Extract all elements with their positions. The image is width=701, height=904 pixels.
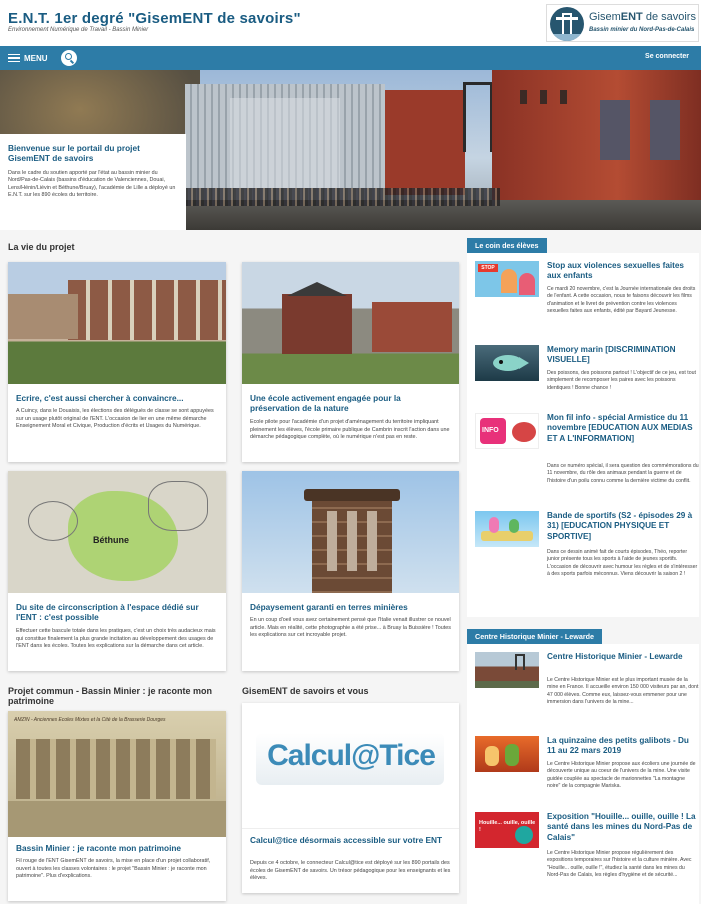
card-title: Bassin Minier : je raconte mon patrimoine bbox=[16, 843, 182, 853]
card-title: Une école activement engagée pour la préservation de la nature bbox=[250, 393, 401, 414]
hero-title: Bienvenue sur le portail du projet GisemENT de savoirs bbox=[8, 143, 140, 164]
sidebar-heading-chm: Centre Historique Minier - Lewarde bbox=[467, 629, 602, 644]
chm-building-thumbnail bbox=[475, 652, 539, 688]
hamburger-icon bbox=[8, 54, 20, 63]
card-text: Ecole pilote pour l'académie d'un projet d'aménagement du territoire impliquant pleinement les élèves, l'école primaire publique de Cambrin inscrit l'action dans une démarche pédagogique complète, où le numérique n'est pas en reste. bbox=[250, 419, 450, 441]
card-text: Fil rouge de l'ENT GisemENT de savoirs, la mise en place d'un projet collaboratif, ouvert à toutes les classes volontaires : le projet "Bassin Minier : je raconte mon patrimoine". Plus d'explications. bbox=[16, 858, 211, 880]
sidebar-item[interactable] bbox=[475, 652, 697, 732]
hero-banner bbox=[0, 70, 701, 230]
search-icon bbox=[65, 53, 72, 60]
menu-button[interactable] bbox=[8, 51, 48, 65]
project-card[interactable] bbox=[8, 711, 226, 901]
card-title: Dépaysement garanti en terres minières bbox=[250, 602, 408, 612]
card-title: Calcul@tice désormais accessible sur votre ENT bbox=[250, 835, 443, 845]
houille-thumbnail: Houille... ouille, ouille ! bbox=[475, 812, 539, 848]
card-title: Ecrire, c'est aussi chercher à convaincre... bbox=[16, 393, 184, 403]
sidebar-item[interactable] bbox=[475, 736, 697, 808]
project-card[interactable] bbox=[242, 703, 459, 893]
project-card[interactable] bbox=[242, 262, 459, 462]
site-header bbox=[0, 0, 701, 46]
sidebar-item-title: Memory marin [DISCRIMINATION VISUELLE] bbox=[547, 345, 676, 365]
sidebar-item-title: Mon fil info - spécial Armistice du 11 novembre [EDUCATION AUX MEDIAS ET A L'INFORMATION] bbox=[547, 413, 693, 443]
school-photo bbox=[8, 262, 226, 384]
sidebar-item-text: Le Centre Historique Minier propose régulièrement des expositions temporaires sur l'histoire et la culture minière. Avec "Houille... ouille, ouille !", étudiez la santé dans les mines du Nord-Pas de Calais, les règles d'hygiène et de sécurité... bbox=[547, 850, 692, 879]
login-link[interactable]: Se connecter bbox=[645, 53, 689, 60]
sidebar-item-text: Le Centre Historique Minier est le plus important musée de la mine en France. Il accueille environ 150 000 visiteurs par an, dont 47 000 élèves. Comme eux, laissez-vous emmener pour une immersion dans l'univers de la mine... bbox=[547, 677, 699, 706]
hero-text: Dans le cadre du soutien apporté par l'état au bassin minier du Nord/Pas-de-Calais (bassins d'éducation de Valenciennes, Douai, Lens/Hénin/Liévin et Béthune/Bruay), l'académie de Lille a déployé un E.N.T. sur les 890 écoles du territoire. bbox=[8, 169, 176, 199]
sidebar-item-title: Bande de sportifs (S2 - épisodes 29 à 31) [EDUCATION PHYSIQUE ET SPORTIVE] bbox=[547, 511, 693, 541]
sidebar-item-text: Dans ce dessin animé fait de courts épisodes, Théo, reporter junior présente tous les sports à l'aide de jeunes sportifs. L'occasion de découvrir avec humour les règles et de s'intéresser à des sports parfois méconnus. Viens découvrir la saison 2 ! bbox=[547, 549, 698, 578]
menu-label: MENU bbox=[24, 53, 48, 63]
project-card[interactable] bbox=[242, 471, 459, 671]
sidebar-item-title: La quinzaine des petits galibots - Du 11 au 22 mars 2019 bbox=[547, 736, 689, 756]
headframe-image bbox=[463, 82, 493, 152]
card-text: En un coup d'oeil vous avez certainement pensé que l'Italie venait illustrer ce nouvel article. Mais en réalité, cette photographie a été prise... à Bruay la Buissière ! Toutes les explications sur cet incroyable projet. bbox=[250, 617, 451, 639]
postcard-caption: AMZIN - Anciennes Ecoles Mixtes et la Cité de la Brasserie Dourges bbox=[14, 717, 166, 723]
sidebar-item[interactable] bbox=[475, 261, 697, 341]
sidebar-panel-eleves bbox=[467, 253, 699, 617]
hero-welcome-card[interactable] bbox=[0, 134, 186, 230]
map-label: Béthune bbox=[93, 535, 129, 545]
site-title[interactable]: E.N.T. 1er degré "GisemENT de savoirs" bbox=[8, 10, 301, 27]
fish-thumbnail bbox=[475, 345, 539, 381]
sidebar-panel-chm bbox=[467, 644, 699, 904]
sidebar-item-title: Exposition "Houille... ouille, ouille ! La santé dans les mines du Nord-Pas de Calais" bbox=[547, 812, 696, 842]
card-text: A Cuincy, dans le Douaisis, les élections des délégués de classe se sont appuyées sur un usage plutôt original de l'ENT. L'occasion de lier en une même démarche Enseignement Moral et Civique, Production d'écrits et Usages du Numérique. bbox=[16, 408, 214, 430]
gisement-logo[interactable] bbox=[546, 4, 699, 42]
calculatice-logo bbox=[242, 703, 459, 829]
calculatice-logo-text: Calcul@Tice bbox=[267, 739, 435, 772]
circonscription-map bbox=[8, 471, 226, 593]
card-title: Du site de circonscription à l'espace dédié sur l'ENT : c'est possible bbox=[16, 602, 199, 623]
sidebar-item-text: Dans ce numéro spécial, il sera question des commémorations du 11 novembre, du rôle des animaux pendant la guerre et de l'histoire d'un poilu connu comme la dernière victime du conflit. bbox=[547, 463, 699, 484]
section-title-gisement-et-vous: GisemENT de savoirs et vous bbox=[242, 686, 369, 696]
card-text: Depuis ce 4 octobre, le connecteur Calcul@tice est déployé sur les 890 portails des écoles de GisemENT de savoirs. Un trésor pédagogique pour les enseignants et les élèves. bbox=[250, 860, 451, 882]
sidebar-item-text: Ce mardi 20 novembre, c'est la Journée internationale des droits de l'enfant. A cette occasion, nous te faisons découvrir les films d'animation et le livret de prévention contre les violences sexuelles faites aux enfants, édité par Bayard Jeunesse. bbox=[547, 286, 696, 315]
stop-thumbnail: STOP bbox=[475, 261, 539, 297]
sportifs-thumbnail bbox=[475, 511, 539, 547]
sidebar-item[interactable] bbox=[475, 511, 697, 611]
galibots-thumbnail bbox=[475, 736, 539, 772]
sidebar-item-text: Des poissons, des poissons partout ! L'objectif de ce jeu, est tout simplement de recomposer les paires avec les poissons identiques ! Bonne chance ! bbox=[547, 370, 696, 391]
sidebar-item[interactable] bbox=[475, 345, 697, 405]
section-title-vie-du-projet: La vie du projet bbox=[8, 242, 75, 252]
tower-photo bbox=[242, 471, 459, 593]
card-text: Effectuer cette bascule totale dans les pratiques, c'est un choix très audacieux mais qui constitue finalement la plus grande incitation au développement des usages de l'ENT dans les écoles. Toutes les explications sur la démarche dans cet article. bbox=[16, 628, 216, 650]
old-postcard-image bbox=[8, 711, 226, 837]
logo-tagline: Bassin minier du Nord-Pas-de-Calais bbox=[589, 27, 695, 33]
project-card[interactable] bbox=[8, 262, 226, 462]
sidebar-item[interactable] bbox=[475, 413, 697, 505]
sidebar-item-title: Centre Historique Minier - Lewarde bbox=[547, 652, 683, 661]
fil-info-thumbnail: INFO bbox=[475, 413, 539, 449]
section-title-projet-commun: Projet commun - Bassin Minier : je raconte mon patrimoine bbox=[8, 686, 213, 706]
sidebar-item-text: Le Centre Historique Minier propose aux écoliers une journée de découverte unique au coeur de l'univers de la mine. Une visite guidée couplée au spectacle de marionnettes "La montagne noire" de la compagnie Mariska. bbox=[547, 761, 696, 790]
sidebar-item[interactable] bbox=[475, 812, 697, 902]
sidebar-item-title: Stop aux violences sexuelles faites aux enfants bbox=[547, 261, 684, 281]
site-subtitle: Environnement Numérique de Travail - Bassin Minier bbox=[8, 27, 149, 33]
sidebar-heading-eleves: Le coin des élèves bbox=[467, 238, 547, 253]
logo-name: GisemENT de savoirs bbox=[589, 11, 696, 23]
search-button[interactable] bbox=[61, 50, 77, 66]
project-card[interactable] bbox=[8, 471, 226, 671]
headframe-logo-icon bbox=[550, 7, 584, 41]
main-nav bbox=[0, 46, 701, 70]
school-photo bbox=[242, 262, 459, 384]
